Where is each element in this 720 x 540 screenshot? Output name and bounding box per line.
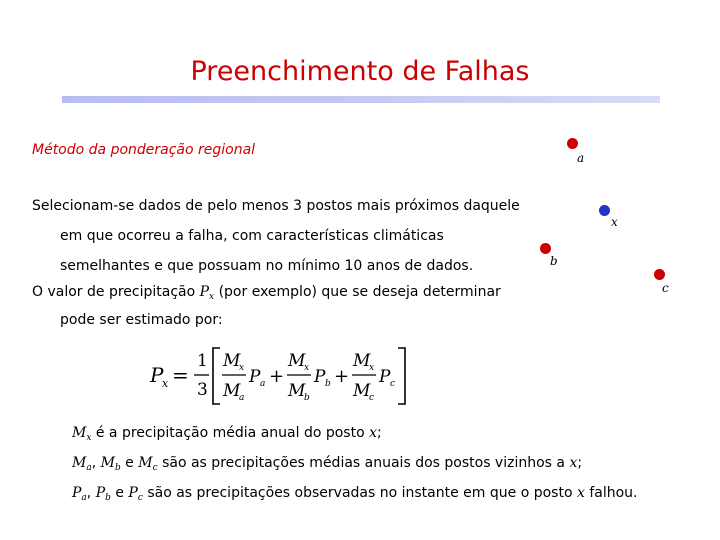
def3-sub-3: c	[137, 493, 143, 503]
definition-pa-pb-pc	[72, 485, 637, 503]
station-b-label: b	[550, 254, 558, 268]
station-x-dot	[599, 205, 610, 216]
def1-text: é a precipitação média anual do posto	[91, 425, 370, 441]
title-underline-bar	[62, 96, 660, 103]
def1-sub: x	[86, 433, 92, 443]
station-b-dot	[540, 243, 551, 254]
slide-title: Preenchimento de Falhas	[190, 56, 530, 87]
paragraph-1-line-1: Selecionam-se dados de pelo menos 3 postos mais próximos daquele	[32, 198, 520, 214]
regional-weighting-formula	[150, 342, 460, 412]
formula-lhs-sub: x	[162, 377, 169, 390]
def3-var-1: P	[72, 485, 82, 501]
def2-var-1: M	[72, 455, 87, 471]
def3-text: são as precipitações observadas no instante em que o posto	[142, 485, 577, 501]
def3-end: falhou.	[584, 485, 638, 501]
formula-plus-2: +	[334, 366, 350, 387]
formula-mb: M	[288, 381, 306, 401]
def2-var-3: M	[138, 455, 153, 471]
def2-end: ;	[577, 455, 583, 471]
station-c-label: c	[662, 281, 669, 295]
formula-pb-sub: b	[325, 379, 331, 389]
formula-mc-sub: c	[369, 393, 375, 403]
def2-sep-1: ,	[91, 455, 101, 471]
formula-mx-1-sub: x	[239, 363, 245, 373]
px-subscript: x	[209, 292, 215, 302]
paragraph-1-line-3: semelhantes e que possuam no mínimo 10 anos de dados.	[60, 258, 474, 274]
formula-pc-sub: c	[390, 379, 396, 389]
formula-plus-1: +	[269, 366, 285, 387]
station-a-dot	[567, 138, 578, 149]
formula-ma: M	[223, 381, 241, 401]
section-subtitle: Método da ponderação regional	[32, 142, 256, 158]
paragraph-2-text-end: (por exemplo) que se deseja determinar	[214, 284, 501, 300]
def1-end-var: x	[369, 425, 377, 441]
station-c-dot	[654, 269, 665, 280]
formula-numerator-one: 1	[197, 351, 208, 371]
formula-right-bracket	[398, 348, 405, 404]
formula-denominator-three: 3	[197, 380, 208, 400]
def2-sep-2: e	[120, 455, 139, 471]
def1-end: ;	[377, 425, 382, 441]
formula-ma-sub: a	[239, 393, 245, 403]
formula-pb: P	[314, 367, 326, 387]
formula-pa: P	[249, 367, 261, 387]
def2-sub-2: b	[114, 463, 121, 473]
paragraph-2-line-2: pode ser estimado por:	[60, 312, 223, 328]
def2-sub-3: c	[152, 463, 158, 473]
def3-sep-1: ,	[86, 485, 96, 501]
paragraph-2-line-1	[32, 284, 501, 302]
formula-pc: P	[379, 367, 391, 387]
paragraph-2-text-start: O valor de precipitação	[32, 284, 200, 300]
formula-mx-3: M	[353, 351, 371, 371]
def2-end-var: x	[569, 455, 578, 471]
formula-lhs-p: P	[150, 363, 164, 387]
formula-mb-sub: b	[304, 393, 310, 403]
formula-mx-1: M	[223, 351, 241, 371]
paragraph-1-line-2: em que ocorreu a falha, com características climáticas	[60, 228, 444, 244]
definition-ma-mb-mc	[72, 455, 582, 473]
def3-var-3: P	[128, 485, 138, 501]
def2-text: são as precipitações médias anuais dos postos vizinhos a	[157, 455, 570, 471]
px-variable: P	[199, 284, 210, 300]
formula-mx-2-sub: x	[304, 363, 310, 373]
def3-var-2: P	[95, 485, 106, 501]
formula-mx-3-sub: x	[369, 363, 375, 373]
def3-sub-2: b	[105, 493, 111, 503]
station-x-label: x	[611, 215, 618, 229]
def1-var: M	[72, 425, 87, 441]
def3-end-var: x	[576, 485, 585, 501]
formula-pa-sub: a	[260, 379, 266, 389]
formula-equals: =	[172, 363, 189, 387]
formula-mx-2: M	[288, 351, 306, 371]
def3-sep-2: e	[110, 485, 129, 501]
def3-sub-1: a	[81, 493, 87, 503]
station-a-label: a	[577, 151, 585, 165]
def2-sub-1: a	[86, 463, 92, 473]
formula-mc: M	[353, 381, 371, 401]
definition-mx	[72, 425, 382, 443]
formula-left-bracket	[213, 348, 220, 404]
def2-var-2: M	[100, 455, 115, 471]
